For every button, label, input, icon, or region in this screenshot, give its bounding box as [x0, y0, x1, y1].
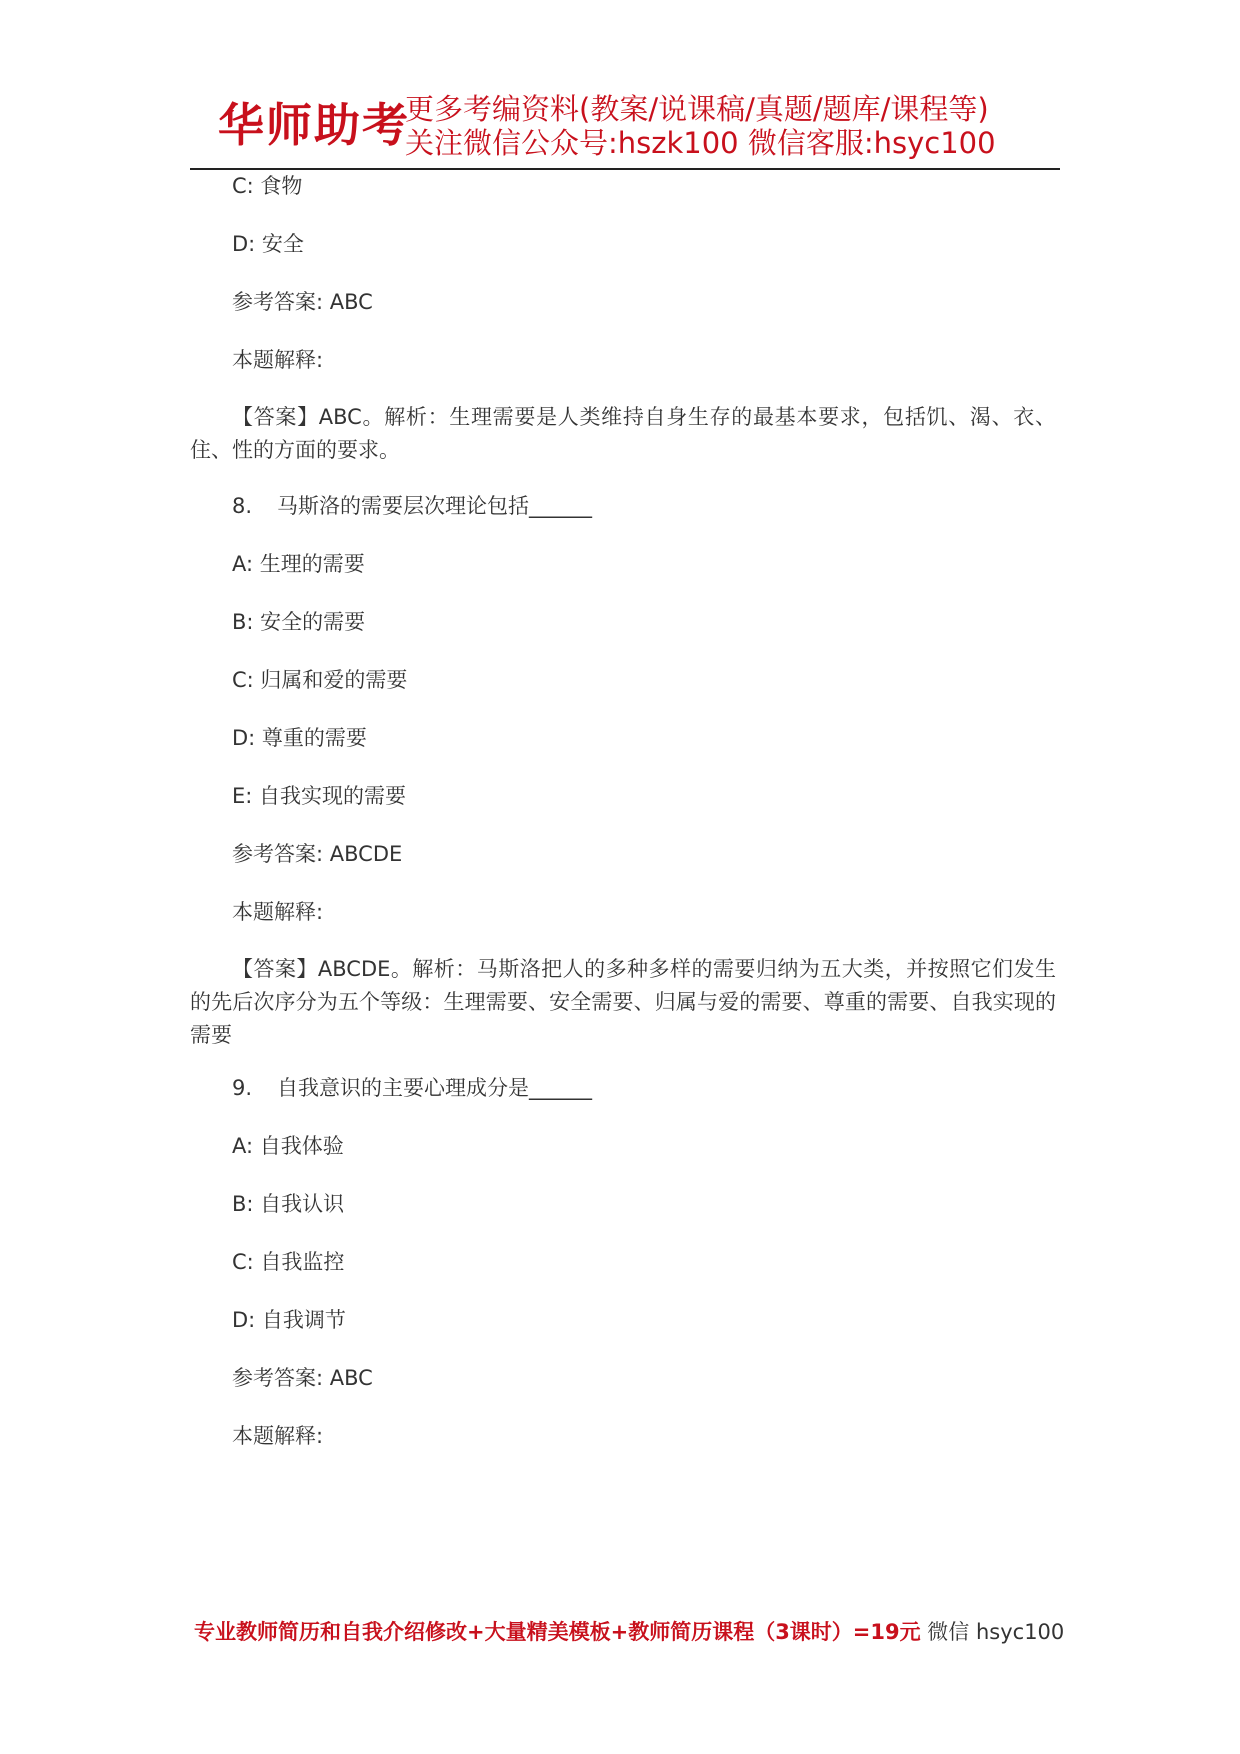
header-divider [190, 168, 1060, 170]
q8-option-c: C: 归属和爱的需要 [232, 668, 408, 692]
page-header [190, 92, 1060, 162]
q8-option-b: B: 安全的需要 [232, 610, 366, 634]
q7-option-c: C: 食物 [232, 174, 303, 198]
footer-contact: 微信 hsyc100 [920, 1620, 1065, 1644]
q9-explain-label: 本题解释: [232, 1424, 324, 1448]
q8-option-e: E: 自我实现的需要 [232, 784, 407, 808]
q7-answer: 参考答案: ABC [232, 290, 373, 314]
q8-explain-label: 本题解释: [232, 900, 324, 924]
q9-option-a: A: 自我体验 [232, 1134, 344, 1158]
header-promo [405, 92, 996, 160]
q8-stem: 马斯洛的需要层次理论包括______ [277, 494, 592, 518]
q9-stem: 自我意识的主要心理成分是______ [277, 1076, 592, 1100]
brand-logo: 华师助考 [218, 98, 410, 152]
q7-option-d: D: 安全 [232, 232, 304, 256]
q8-option-a: A: 生理的需要 [232, 552, 365, 576]
footer-promo: 专业教师简历和自我介绍修改+大量精美模板+教师简历课程（3课时）=19元 [194, 1620, 921, 1644]
q9-option-c: C: 自我监控 [232, 1250, 345, 1274]
q8-explanation: 【答案】ABCDE。解析：马斯洛把人的多种多样的需要归纳为五大类，并按照它们发生的先后次序分为五个等级：生理需要、安全需要、归属与爱的需要、尊重的需要、自我实现的需要 [190, 957, 1056, 1047]
q7-explain-label: 本题解释: [232, 348, 324, 372]
q9-answer: 参考答案: ABC [232, 1366, 373, 1390]
q7-explanation: 【答案】ABC。解析：生理需要是人类维持自身生存的最基本要求，包括饥、渴、衣、住、性的方面的要求。 [190, 405, 1056, 462]
q9-number: 9. [232, 1076, 253, 1100]
q8-answer: 参考答案: ABCDE [232, 842, 403, 866]
page-footer [194, 1618, 1064, 1646]
q9-option-d: D: 自我调节 [232, 1308, 346, 1332]
header-promo-line1: 更多考编资料(教案/说课稿/真题/题库/课程等) [405, 92, 989, 126]
q9-stem-line [232, 1073, 592, 1103]
header-promo-line2: 关注微信公众号:hszk100 微信客服:hsyc100 [405, 126, 996, 160]
q8-number: 8. [232, 494, 253, 518]
q9-option-b: B: 自我认识 [232, 1192, 345, 1216]
q8-option-d: D: 尊重的需要 [232, 726, 367, 750]
q8-stem-line [232, 491, 592, 521]
